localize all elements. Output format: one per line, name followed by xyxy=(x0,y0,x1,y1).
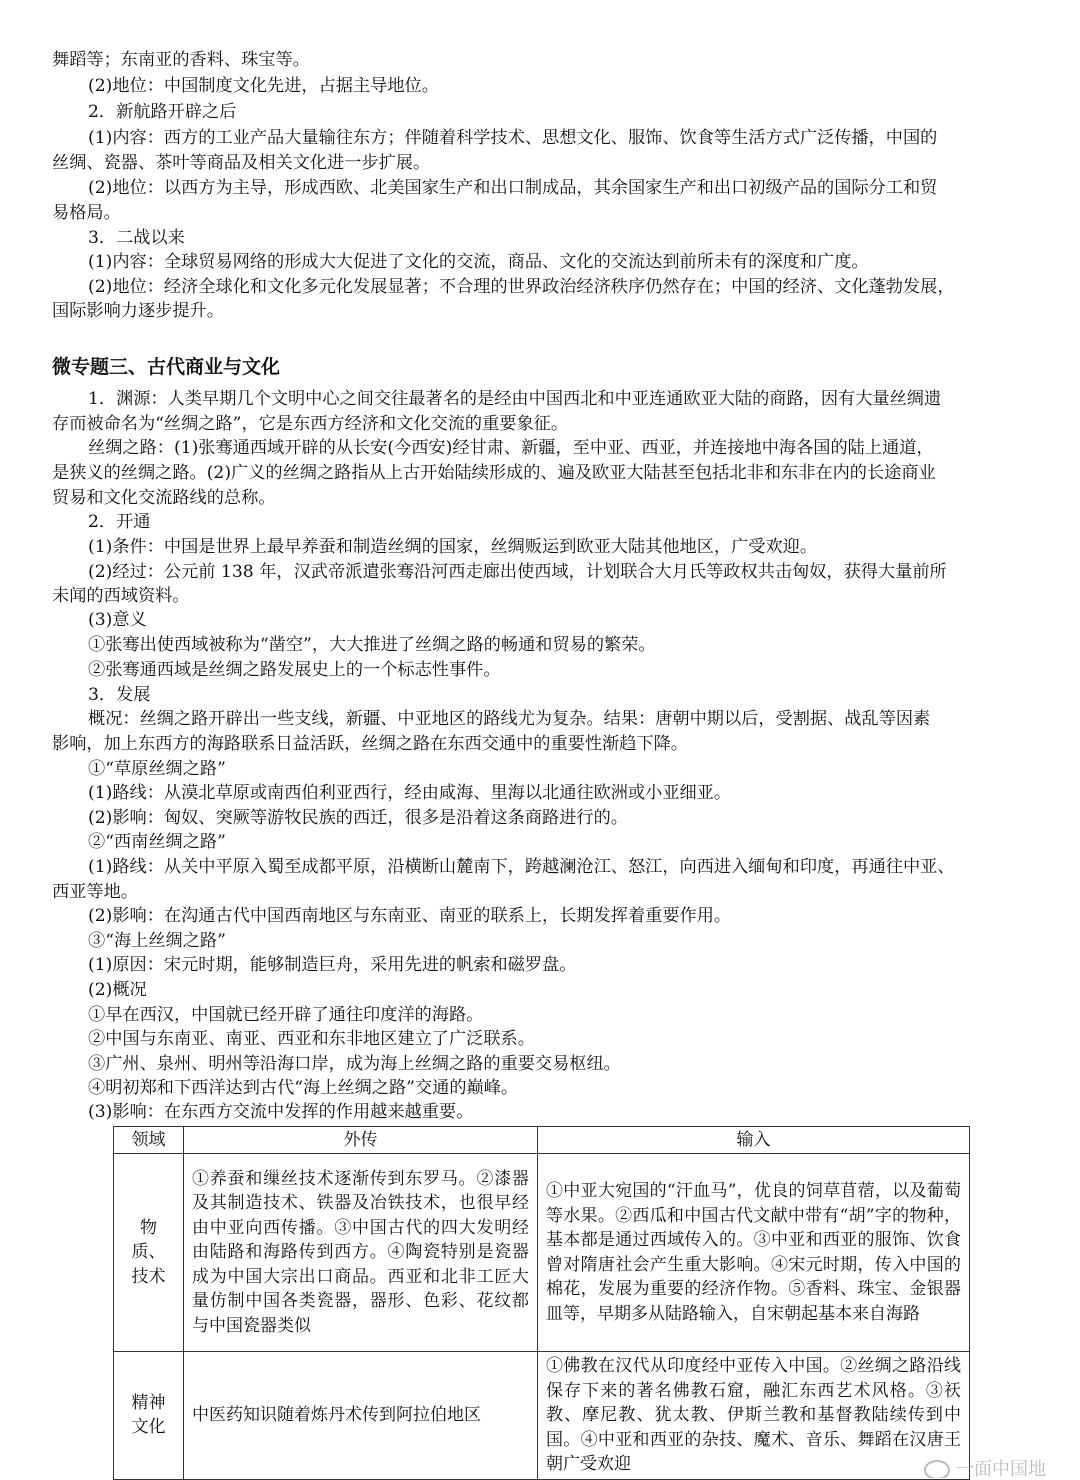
text-line: (2)影响：在沟通古代中国西南地区与东南亚、南亚的联系上，长期发挥着重要作用。 xyxy=(88,906,732,926)
subsection-title: ③“海上丝绸之路” xyxy=(88,931,226,951)
text-line: (1)路线：从漠北草原或南西伯利亚西行，经由咸海、里海以北通往欧洲或小亚细亚。 xyxy=(88,783,732,803)
text-line: 西亚等地。 xyxy=(52,882,138,902)
subsection-title: ②“西南丝绸之路” xyxy=(88,832,226,852)
text-line: (3)影响：在东西方交流中发挥的作用越来越重要。 xyxy=(88,1102,474,1122)
text-line: (2)影响：匈奴、突厥等游牧民族的西迁，很多是沿着这条商路进行的。 xyxy=(88,808,628,828)
text-line: ①早在西汉，中国就已经开辟了通往印度洋的海路。 xyxy=(88,1005,484,1025)
text-line: ①张骞出使西域被称为“凿空”，大大推进了丝绸之路的畅通和贸易的繁荣。 xyxy=(88,635,656,655)
section-number: 3．二战以来 xyxy=(88,228,185,248)
text-line: 未闻的西域资料。 xyxy=(52,586,190,606)
header-outward: 外传 xyxy=(184,1127,538,1154)
text-line: (1)原因：宋元时期，能够制造巨舟，采用先进的帆索和磁罗盘。 xyxy=(88,955,577,975)
section-number: 2．开通 xyxy=(88,512,151,532)
text-line: (1)内容：全球贸易网络的形成大大促进了文化的交流，商品、文化的交流达到前所未有的深度和广度。 xyxy=(88,252,869,272)
text-line: 1．渊源：人类早期几个文明中心之间交往最著名的是经由中国西北和中亚连通欧亚大陆的商路，因有大量丝绸遗 xyxy=(88,389,942,409)
header-inward: 输入 xyxy=(538,1127,970,1154)
domain-cell: 精神文化 xyxy=(114,1352,184,1480)
text-line: ③广州、泉州、明州等沿海口岸，成为海上丝绸之路的重要交易枢纽。 xyxy=(88,1054,621,1074)
text-line: (2)地位：中国制度文化先进，占据主导地位。 xyxy=(88,76,439,96)
inward-cell: ①中亚大宛国的“汗血马”，优良的饲草苜蓿，以及葡萄等水果。②西瓜和中国古代文献中带有“胡”字的物种，基本都是通过西域传入的。③中亚和西亚的服饰、饮食曾对隋唐社会产生重大影响。④宋元时期，传入中国的棉花，发展为重要的经济作物。⑤香料、珠宝、金银器皿等，早期多从陆路输入，自宋朝起基本来自海路 xyxy=(538,1154,970,1352)
outward-cell: ①养蚕和缫丝技术逐渐传到东罗马。②漆器及其制造技术、铁器及冶铁技术，也很早经由中亚向西传播。③中国古代的四大发明经由陆路和海路传到西方。④陶瓷特别是瓷器成为中国大宗出口商品。西亚和北非工匠大量仿制中国各类瓷器，器形、色彩、花纹都与中国瓷器类似 xyxy=(184,1154,538,1352)
watermark xyxy=(924,1456,1046,1478)
text-line: (1)内容：西方的工业产品大量输往东方；伴随着科学技术、思想文化、服饰、饮食等生活方式广泛传播，中国的 xyxy=(88,128,938,148)
text-line: (2)概况 xyxy=(88,980,147,1000)
domain-cell: 物质、技术 xyxy=(114,1154,184,1352)
text-line: ②中国与东南亚、南亚、西亚和东非地区建立了广泛联系。 xyxy=(88,1029,535,1049)
text-line: (2)地位：以西方为主导，形成西欧、北美国家生产和出口制成品，其余国家生产和出口初级产品的国际分工和贸 xyxy=(88,178,938,198)
text-line: 是狭义的丝绸之路。(2)广义的丝绸之路指从上古开始陆续形成的、遍及欧亚大陆甚至包括北非和东非在内的长途商业 xyxy=(52,463,936,483)
table-header-row xyxy=(114,1127,970,1154)
section-heading: 微专题三、古代商业与文化 xyxy=(52,356,281,378)
text-line: 贸易和文化交流路线的总称。 xyxy=(52,488,276,508)
text-line: (2)地位：经济全球化和文化多元化发展显著；不合理的世界政治经济秩序仍然存在；中国的经济、文化蓬勃发展， xyxy=(88,277,955,297)
wechat-icon xyxy=(924,1460,950,1478)
text-line: 概况：丝绸之路开辟出一些支线，新疆、中亚地区的路线尤为复杂。结果：唐朝中期以后，受割据、战乱等因素 xyxy=(88,709,931,729)
section-number: 3．发展 xyxy=(88,685,151,705)
table-row xyxy=(114,1352,970,1480)
text-line: (3)意义 xyxy=(88,610,147,630)
watermark-text: 一面中国地 xyxy=(956,1459,1046,1478)
text-line: (2)经过：公元前 138 年，汉武帝派遣张骞沿河西走廊出使西域，计划联合大月氏等政权共击匈奴，获得大量前所 xyxy=(88,562,947,582)
text-line: 舞蹈等；东南亚的香料、珠宝等。 xyxy=(52,50,310,70)
text-line: 丝绸、瓷器、茶叶等商品及相关文化进一步扩展。 xyxy=(52,153,431,173)
header-domain: 领域 xyxy=(114,1127,184,1154)
text-line: 丝绸之路：(1)张骞通西域开辟的从长安(今西安)经甘肃、新疆，至中亚、西亚，并连接地中海各国的陆上通道， xyxy=(88,438,934,458)
exchange-table xyxy=(113,1126,970,1480)
text-line: 易格局。 xyxy=(52,203,121,223)
text-line: 国际影响力逐步提升。 xyxy=(52,301,224,321)
text-line: ②张骞通西域是丝绸之路发展史上的一个标志性事件。 xyxy=(88,660,501,680)
outward-cell: 中医药知识随着炼丹术传到阿拉伯地区 xyxy=(184,1352,538,1480)
text-line: (1)路线：从关中平原入蜀至成都平原，沿横断山麓南下，跨越澜沧江、怒江，向西进入缅甸和印度，再通往中亚、 xyxy=(88,857,955,877)
text-line: ④明初郑和下西洋达到古代“海上丝绸之路”交通的巅峰。 xyxy=(88,1078,519,1098)
text-line: 存而被命名为“丝绸之路”，它是东西方经济和文化交流的重要象征。 xyxy=(52,414,569,434)
inward-cell: ①佛教在汉代从印度经中亚传入中国。②丝绸之路沿线保存下来的著名佛教石窟，融汇东西艺术风格。③祆教、摩尼教、犹太教、伊斯兰教和基督教陆续传到中国。④中亚和西亚的杂技、魔术、音乐、舞蹈在汉唐王朝广受欢迎 xyxy=(538,1352,970,1480)
text-line: 影响，加上东西方的海路联系日益活跃，丝绸之路在东西交通中的重要性渐趋下降。 xyxy=(52,734,688,754)
section-number: 2．新航路开辟之后 xyxy=(88,102,237,122)
text-line: (1)条件：中国是世界上最早养蚕和制造丝绸的国家，丝绸贩运到欧亚大陆其他地区，广受欢迎。 xyxy=(88,537,818,557)
table-row xyxy=(114,1154,970,1352)
subsection-title: ①“草原丝绸之路” xyxy=(88,759,226,779)
